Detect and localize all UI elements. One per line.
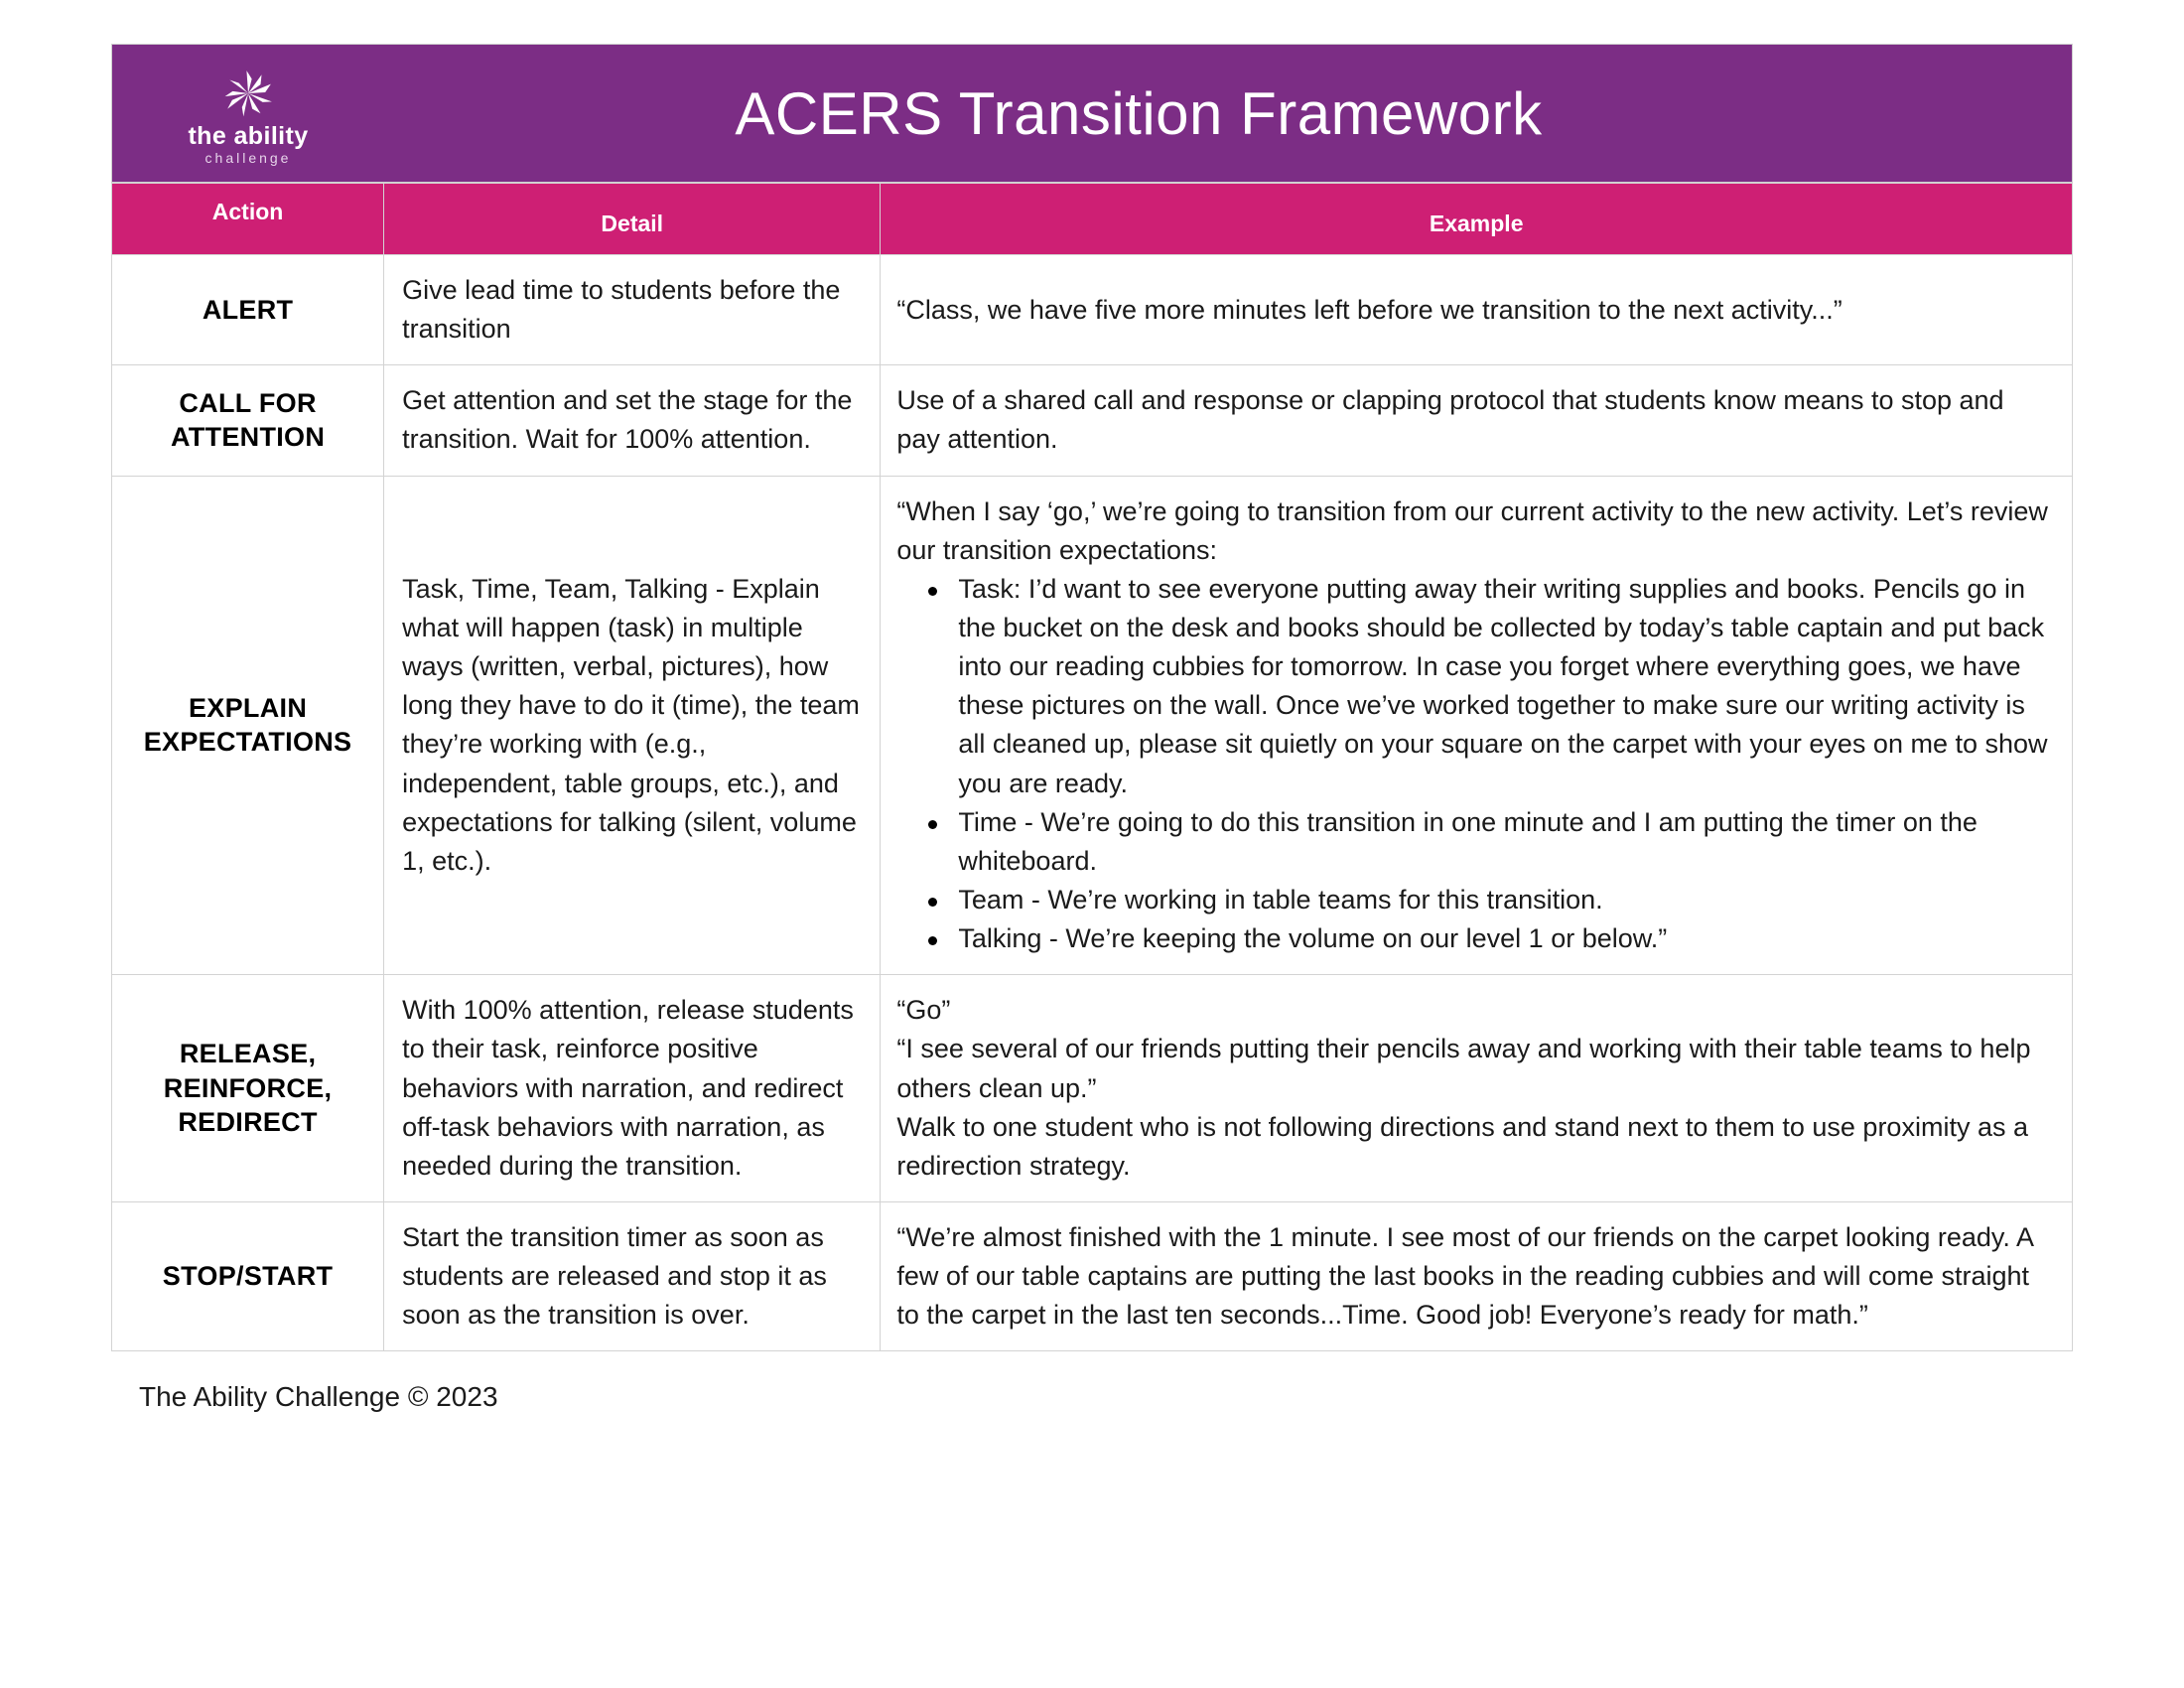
example-line: “When I say ‘go,’ we’re going to transition from our current activity to the new activity. Let’s review our transition expectations:	[896, 495, 2048, 565]
brand-name: the ability	[188, 122, 309, 151]
example-line: “Go”	[896, 995, 951, 1026]
detail-text: Task, Time, Team, Talking - Explain what will happen (task) in multiple ways (written, verbal, pictures), how long they have to do it (time), the team they’re working with (e.g., independent, table groups, etc.), and expectations for talking (silent, volume 1, etc.).	[384, 476, 881, 975]
list-item: Talking - We’re keeping the volume on our level 1 or below.”	[958, 919, 2054, 958]
footer-copyright: The Ability Challenge © 2023	[139, 1381, 498, 1413]
list-item: Team - We’re working in table teams for this transition.	[958, 881, 2054, 919]
page-title-container	[384, 45, 2072, 182]
page-title: ACERS Transition Framework	[735, 79, 1543, 147]
table-header	[112, 184, 2073, 255]
list-item: Time - We’re going to do this transition in one minute and I am putting the timer on the whiteboard.	[958, 803, 2054, 881]
action-label: ALERT	[112, 255, 384, 365]
page-header-banner	[111, 44, 2073, 183]
example-text	[881, 1201, 2073, 1350]
column-header-action: Action	[112, 184, 384, 255]
acers-framework-table	[111, 183, 2073, 1351]
example-line: “I see several of our friends putting their pencils away and working with their table teams to help others clean up.”	[896, 1034, 2031, 1103]
table-row	[112, 1201, 2073, 1350]
framework-sheet	[111, 44, 2073, 1413]
table-row	[112, 365, 2073, 476]
action-label: CALL FOR ATTENTION	[112, 365, 384, 476]
example-line: Use of a shared call and response or clapping protocol that students know means to stop and pay attention.	[896, 385, 2004, 455]
example-line: “We’re almost finished with the 1 minute. I see most of our friends on the carpet looking ready. A few of our table captains are putting the last books in the reading cubbies and will come straight to the carpet in the last ten seconds...Time. Good job! Everyone’s ready for math.”	[896, 1221, 2033, 1331]
example-text	[881, 255, 2073, 365]
pinwheel-starburst-icon	[222, 68, 274, 119]
brand-tagline: challenge	[205, 150, 292, 167]
example-text	[881, 365, 2073, 476]
column-header-example: Example	[881, 184, 2073, 255]
table-row	[112, 975, 2073, 1202]
example-line: Walk to one student who is not following directions and stand next to them to use proximity as a redirection strategy.	[896, 1111, 2028, 1181]
detail-text: Get attention and set the stage for the transition. Wait for 100% attention.	[384, 365, 881, 476]
action-label: EXPLAIN EXPECTATIONS	[112, 476, 384, 975]
example-text	[881, 476, 2073, 975]
example-text	[881, 975, 2073, 1202]
table-header-row	[112, 184, 2073, 255]
detail-text: Give lead time to students before the transition	[384, 255, 881, 365]
detail-text: Start the transition timer as soon as students are released and stop it as soon as the transition is over.	[384, 1201, 881, 1350]
table-row	[112, 255, 2073, 365]
action-label: STOP/START	[112, 1201, 384, 1350]
example-line: “Class, we have five more minutes left before we transition to the next activity...”	[896, 294, 1843, 325]
column-header-detail: Detail	[384, 184, 881, 255]
table-row	[112, 476, 2073, 975]
example-bullet-list	[896, 570, 2054, 958]
detail-text: With 100% attention, release students to their task, reinforce positive behaviors with narration, and redirect off-task behaviors with narration, as needed during the transition.	[384, 975, 881, 1202]
table-body	[112, 255, 2073, 1351]
brand-logo-block	[112, 45, 384, 182]
action-label: RELEASE, REINFORCE, REDIRECT	[112, 975, 384, 1202]
list-item: Task: I’d want to see everyone putting away their writing supplies and books. Pencils go in the bucket on the desk and books should be collected by today’s table captain and put back into our reading cubbies for tomorrow. In case you forget where everything goes, we have these pictures on the wall. Once we’ve worked together to make sure our writing activity is all cleaned up, please sit quietly on your square on the carpet with your eyes on me to show you are ready.	[958, 570, 2054, 803]
